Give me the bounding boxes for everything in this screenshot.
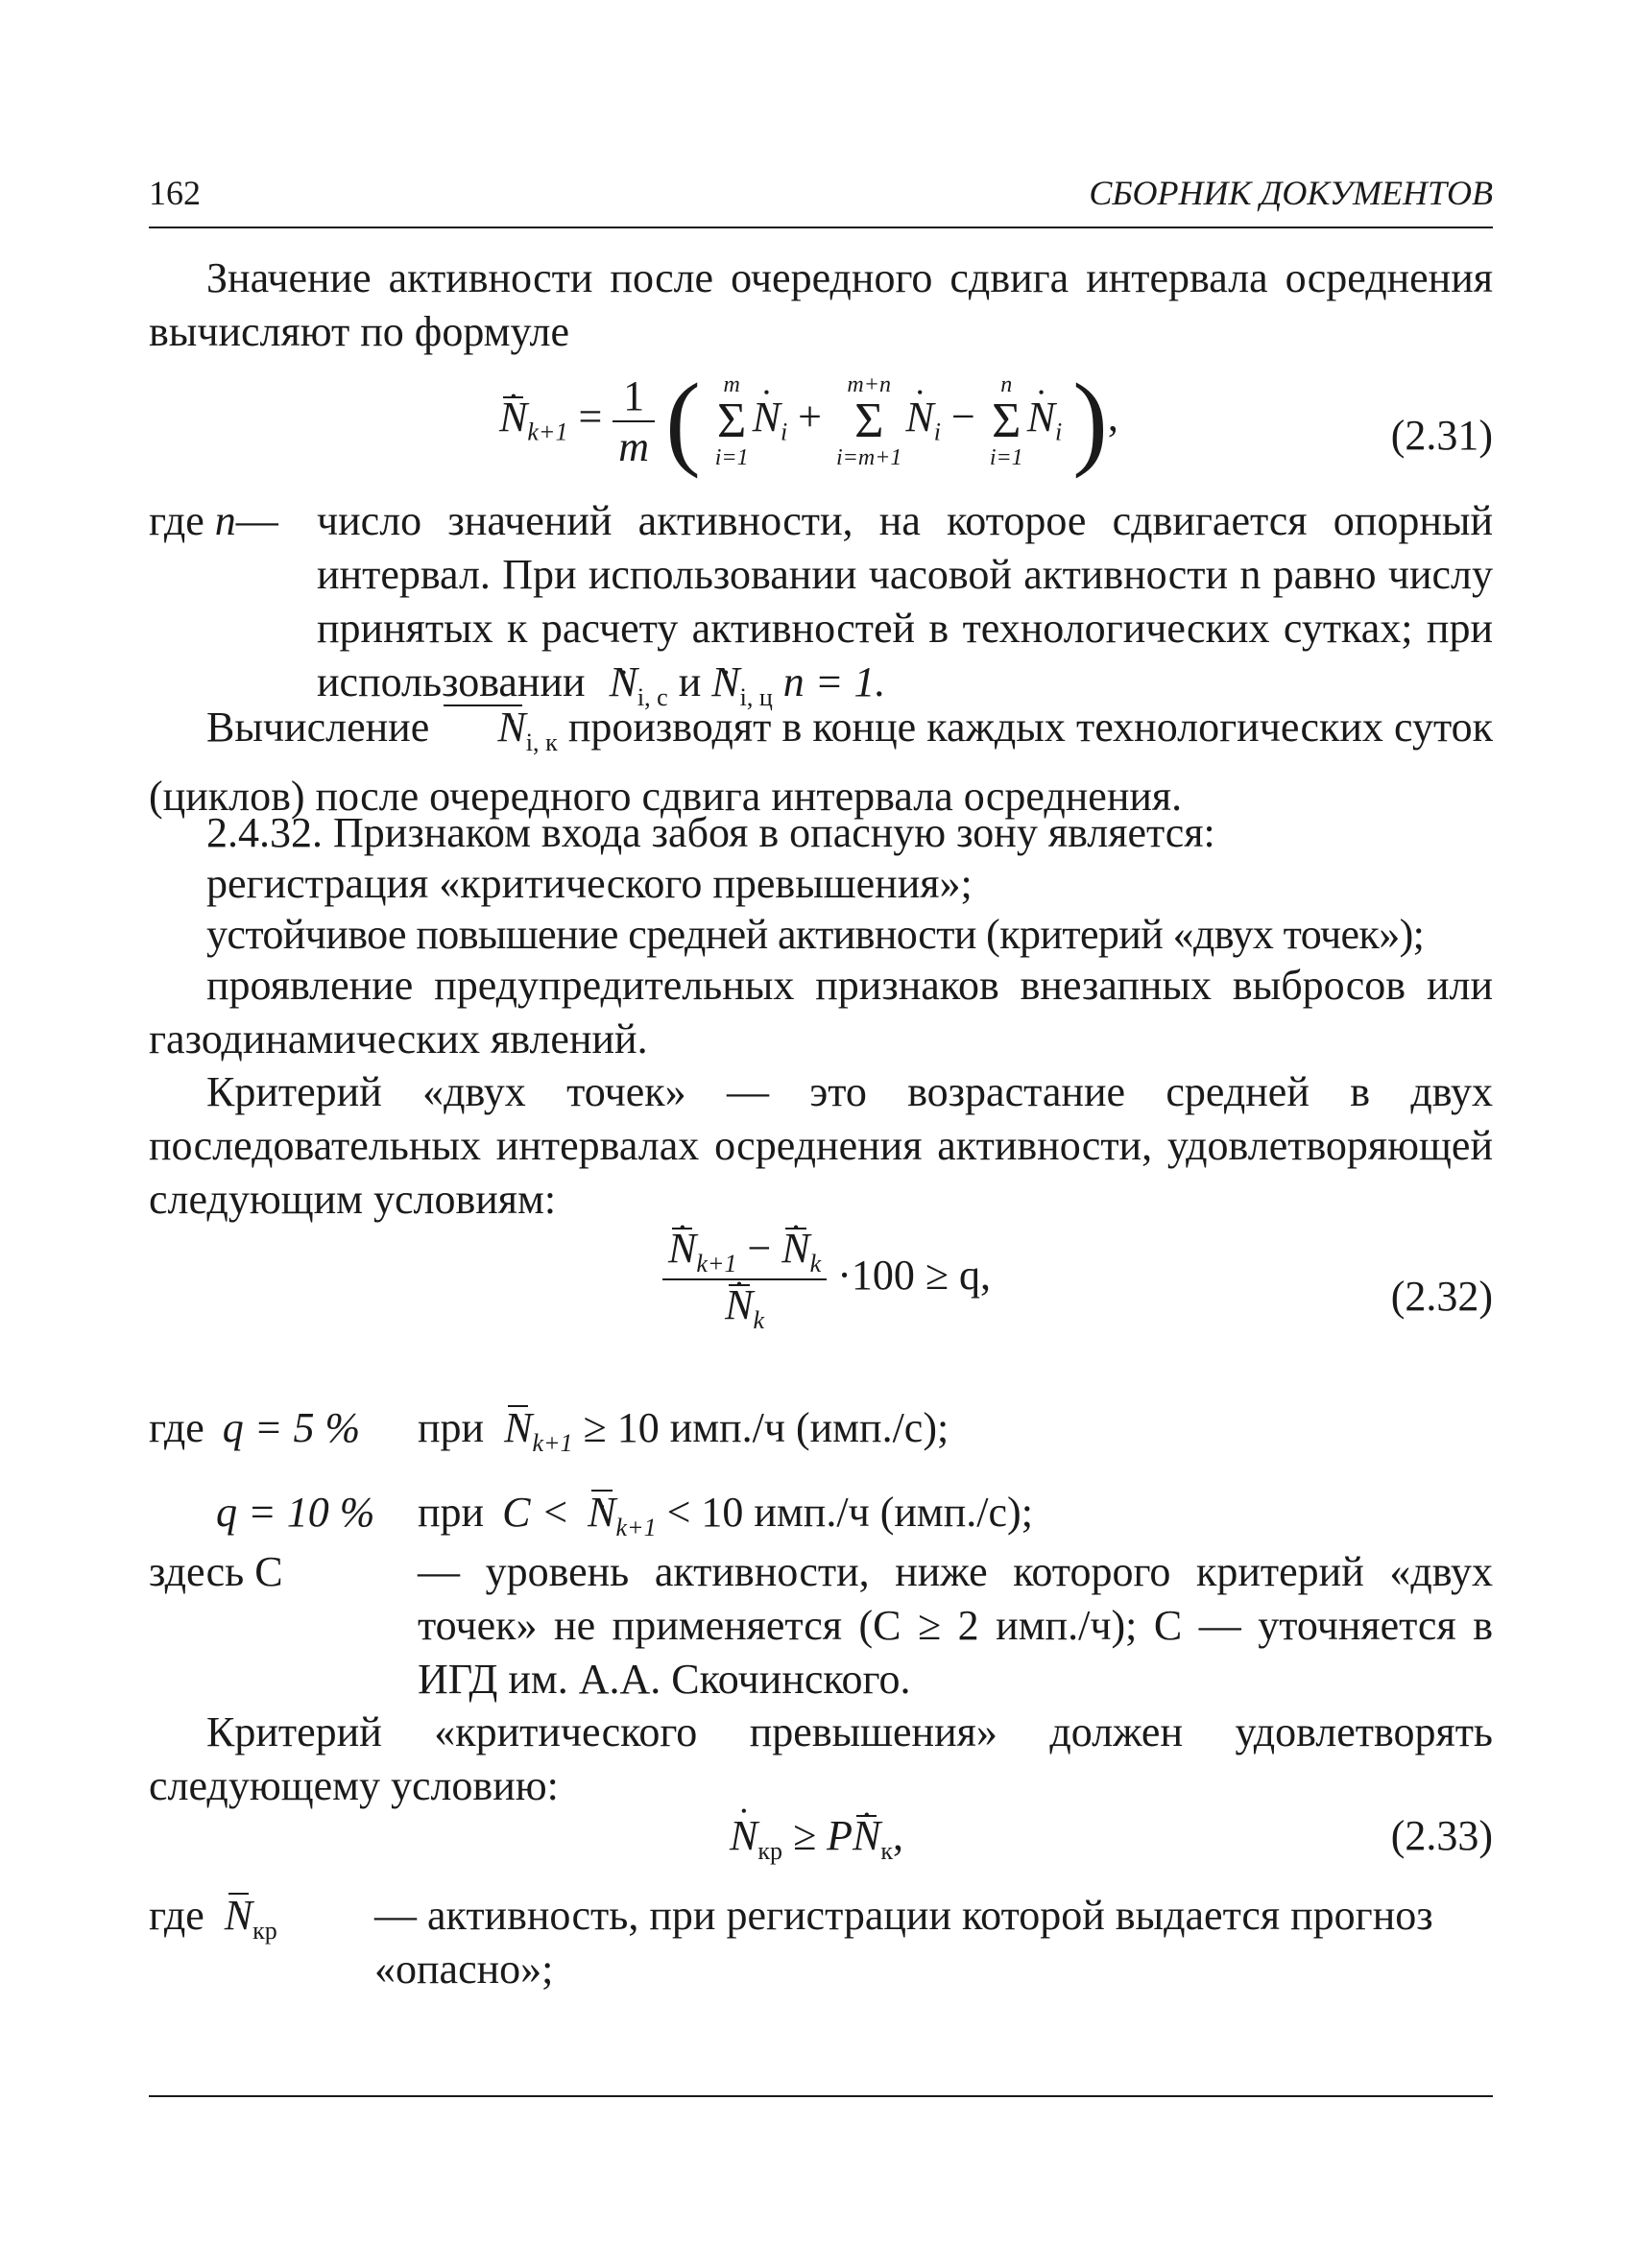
page-header xyxy=(149,173,1493,228)
paragraph-critical: Критерий «критического превышения» должен удовлетворять следующему условию: xyxy=(149,1708,1493,1809)
fraction: $\frac{1}{m}$ xyxy=(613,371,655,471)
list-item: регистрация «критического превышения»; xyxy=(206,860,973,907)
footer-rule xyxy=(149,2095,1493,2097)
paragraph-calculation: Вычисление N $•_{i, к}$ производят в конце каждых технологических суток (циклов) после очередного сдвига интервала осреднения. xyxy=(149,701,1493,824)
paragraph-2-4-32: 2.4.32. Признаком входа забоя в опасную зону является: xyxy=(206,809,1215,856)
sum-2: m+n Σ i=m+1 xyxy=(836,371,902,470)
list-item: проявление предупредительных признаков внезапных выбросов или газодинамических явлений. xyxy=(149,962,1493,1062)
equation-number: (2.31) xyxy=(1390,412,1493,459)
paragraph-intro: Значение активности после очередного сдвига интервала осреднения вычисляют по формуле xyxy=(149,254,1493,355)
paragraph-two-points: Критерий «двух точек» — это возрастание средней в двух последовательных интервалах осреднения активности, удовлетворяющей следующим условиям: xyxy=(149,1068,1493,1223)
equation-number: (2.32) xyxy=(1390,1273,1493,1320)
equation-number: (2.33) xyxy=(1390,1812,1493,1859)
formula-2-31: N $•_{k+1}$ = $\frac{1}{m}$ ( m Σ i=1 N $•_i$ + m+n Σ i=m+1 N $•_i$ − n Σ i=1 N $•_i$ ), xyxy=(499,360,1118,482)
running-title: СБОРНИК ДОКУМЕНТОВ xyxy=(1089,174,1493,212)
fraction: $\frac{N •_{k+1} - N •_k}{N •_k}$ xyxy=(662,1224,827,1335)
condition-q10: q = 10 % при C < N $•_{k+1} < 10$ имп./ч (имп./с); xyxy=(149,1486,1493,1540)
formula-2-33: N $•_{кр}$ ≥ PN $•_к$, xyxy=(730,1811,903,1866)
page-number: 162 xyxy=(149,174,201,212)
sum-3: n Σ i=1 xyxy=(989,371,1023,470)
condition-q5: где q = 5 % при N $•_{k+1} \ge 10$ имп./ч (имп./с); xyxy=(149,1401,1493,1455)
list-item: устойчивое повышение средней активности (критерий «двух точек»); xyxy=(206,911,1425,958)
sum-1: m Σ i=1 xyxy=(714,371,749,470)
formula-2-32: $\frac{N •_{k+1} - N •_k}{N •_k}$ ·100 ≥ q, xyxy=(662,1224,991,1335)
formula-var: N • xyxy=(499,393,527,442)
